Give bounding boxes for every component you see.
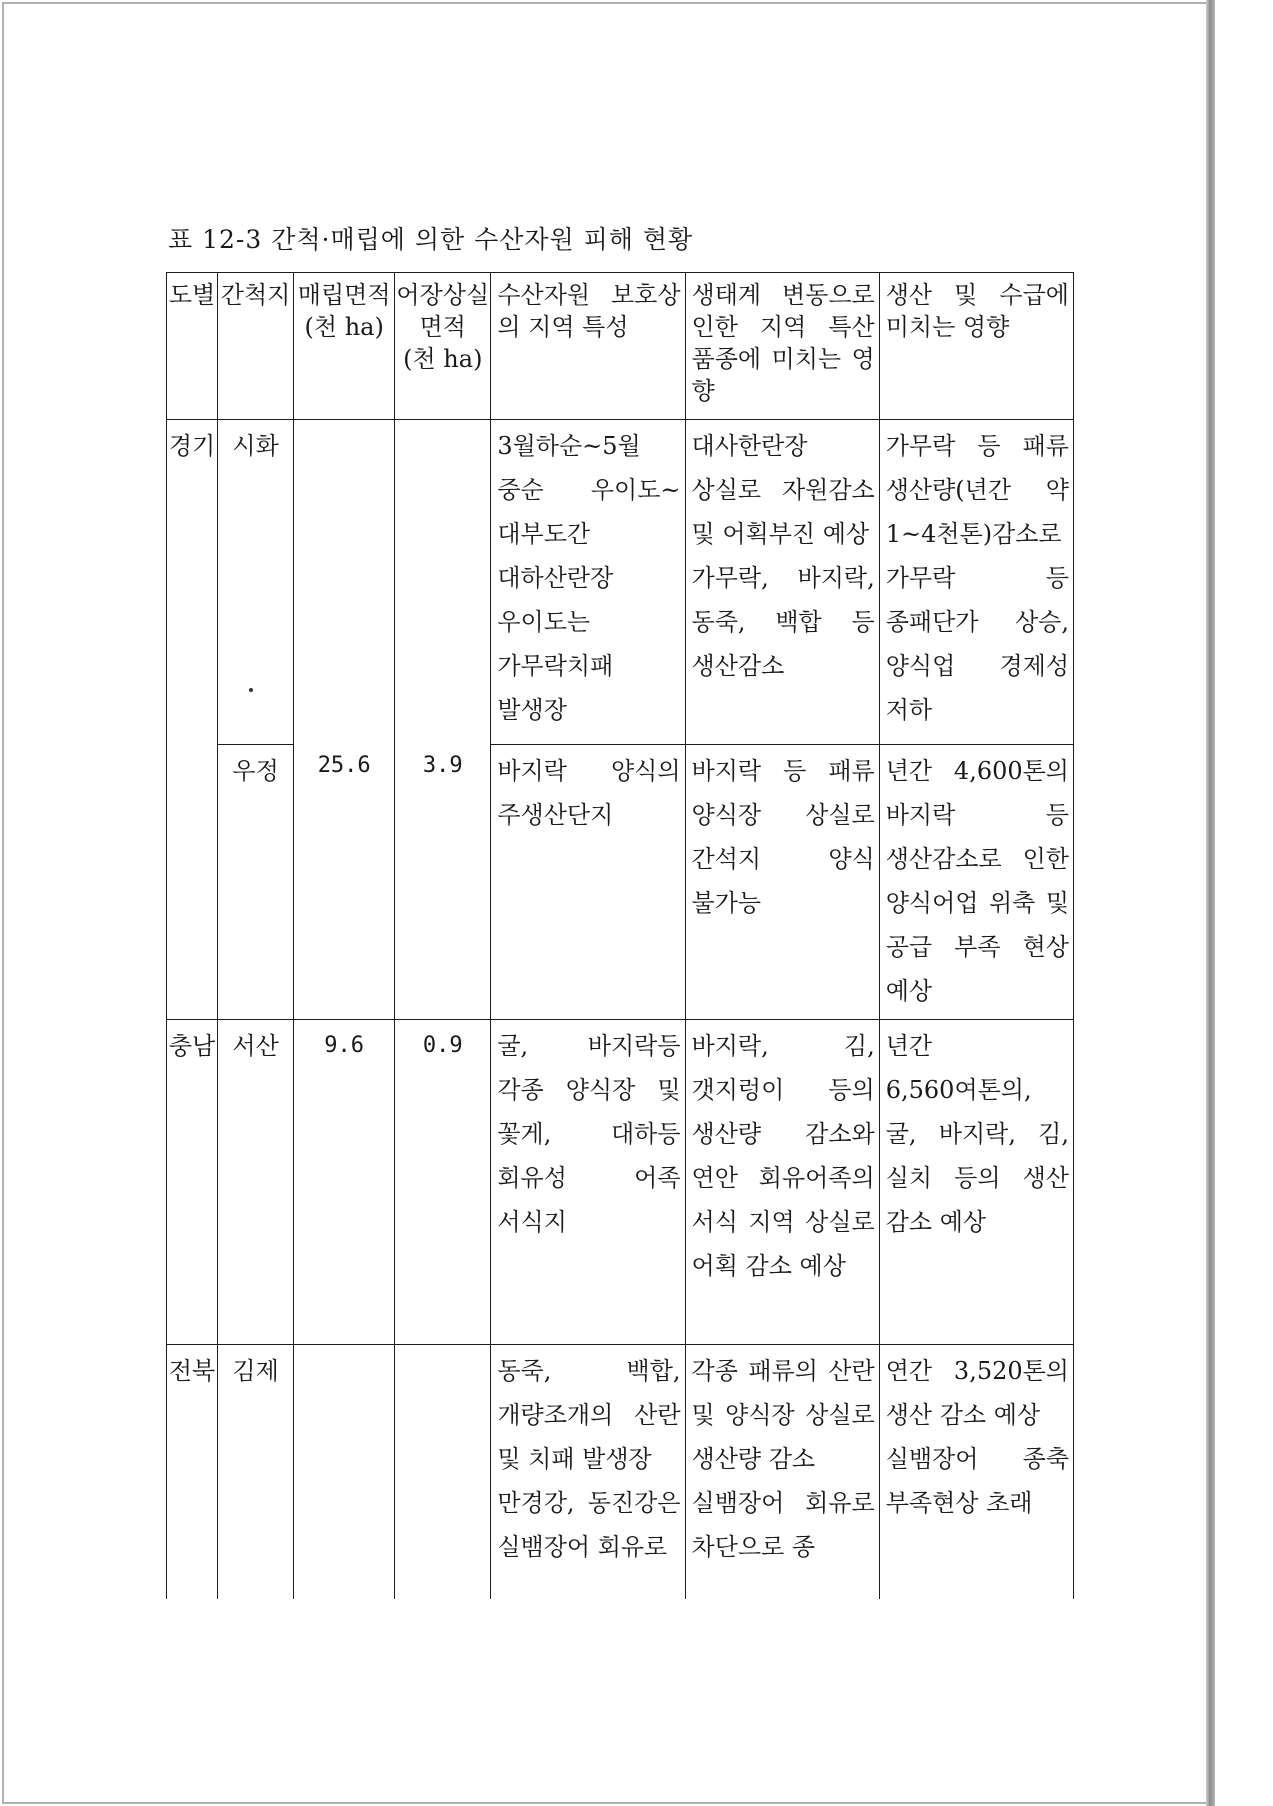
cell-supply: 가무락 등 패류 생산량(년간 약 1~4천톤)감소로 가무락 등 종패단가 상승, 양식업 경제성 저하 — [879, 420, 1073, 745]
cell-do: 전북 — [167, 1345, 218, 1600]
cell-ecosystem: 바지락, 김, 갯지렁이 등의 생산량 감소와 연안 회유어족의 서식 지역 상실로 어획 감소 예상 — [685, 1020, 879, 1345]
table-row — [167, 1345, 1074, 1600]
cell-supply: 년간 6,560여톤의, 굴, 바지락, 김, 실치 등의 생산 감소 예상 — [879, 1020, 1073, 1345]
cell-site: 우정 — [218, 745, 294, 1020]
fishery-damage-table — [166, 272, 1074, 1599]
cell-fishery-loss — [395, 420, 491, 1020]
cell-supply: 연간 3,520톤의 생산 감소 예상 실뱀장어 종축 부족현상 초래 — [879, 1345, 1073, 1600]
cell-protection: 3월하순~5월 중순 우이도~대부도간 대하산란장 우이도는 가무락치패 발생장 — [491, 420, 685, 745]
stray-dot-mark — [249, 688, 253, 692]
cell-ecosystem: 바지락 등 패류 양식장 상실로 간석지 양식 불가능 — [685, 745, 879, 1020]
header-supply: 생산 및 수급에 미치는 영향 — [879, 273, 1073, 420]
cell-ecosystem: 각종 패류의 산란 및 양식장 상실로 생산량 감소 실뱀장어 회유로 차단으로 종 — [685, 1345, 879, 1600]
header-ecosystem: 생태계 변동으로 인한 지역 특산 품종에 미치는 영향 — [685, 273, 879, 420]
table-header-row — [167, 273, 1074, 420]
cell-protection: 굴, 바지락등 각종 양식장 및 꽃게, 대하등 회유성 어족 서식지 — [491, 1020, 685, 1345]
header-fishery-loss: 어장상실 면적 (천 ha) — [395, 273, 491, 420]
cell-reclaimed-area: 9.6 — [294, 1020, 395, 1345]
cell-supply: 년간 4,600톤의 바지락 등 생산감소로 인한 양식어업 위축 및 공급 부족 현상 예상 — [879, 745, 1073, 1020]
header-site: 간척지 — [218, 273, 294, 420]
header-reclaimed-area: 매립면적 (천 ha) — [294, 273, 395, 420]
table-row — [167, 420, 1074, 745]
cell-ecosystem: 대사한란장 상실로 자원감소 및 어획부진 예상 가무락, 바지락, 동죽, 백합 등 생산감소 — [685, 420, 879, 745]
table-row — [167, 1020, 1074, 1345]
cell-fishery-loss — [395, 1345, 491, 1600]
reclaimed-area-value: 25.6 — [317, 753, 371, 778]
cell-protection: 바지락 양식의 주생산단지 — [491, 745, 685, 1020]
cell-fishery-loss: 0.9 — [395, 1020, 491, 1345]
cell-site: 김제 — [218, 1345, 294, 1600]
header-protection: 수산자원 보호상의 지역 특성 — [491, 273, 685, 420]
cell-reclaimed-area — [294, 420, 395, 1020]
table-caption: 표 12-3 간척·매립에 의한 수산자원 피해 현황 — [168, 225, 694, 254]
fishery-loss-value: 3.9 — [422, 753, 463, 778]
cell-site: 시화 — [218, 420, 294, 745]
header-do: 도별 — [167, 273, 218, 420]
cell-do: 충남 — [167, 1020, 218, 1345]
cell-do: 경기 — [167, 420, 218, 1020]
damage-table-wrapper — [166, 272, 1074, 1599]
page-edge-shadow — [1206, 0, 1215, 1806]
cell-protection: 동죽, 백합, 개량조개의 산란 및 치패 발생장 만경강, 동진강은 실뱀장어 회유로 — [491, 1345, 685, 1600]
cell-reclaimed-area — [294, 1345, 395, 1600]
cell-site: 서산 — [218, 1020, 294, 1345]
